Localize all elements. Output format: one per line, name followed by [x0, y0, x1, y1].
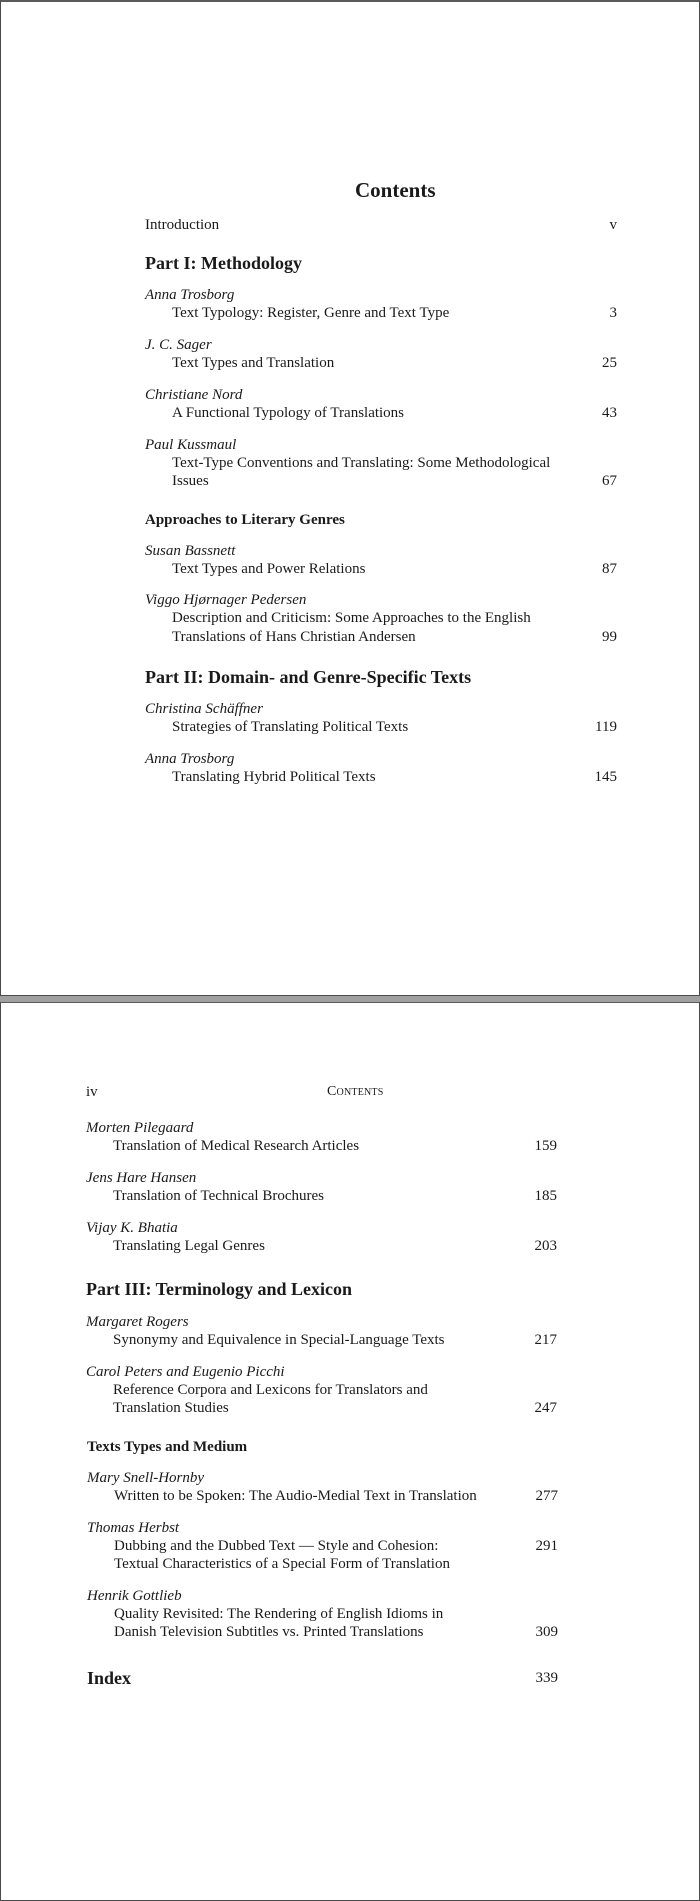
entry-title: Description and Criticism: Some Approaches to the English	[172, 610, 531, 626]
entry-title: A Functional Typology of Translations	[172, 405, 405, 421]
entry-author: Paul Kussmaul	[145, 437, 237, 453]
entry-page: 87	[602, 561, 617, 577]
entry-title: Strategies of Translating Political Texts	[172, 719, 409, 735]
entry-author: Jens Hare Hansen	[86, 1170, 197, 1186]
intro-page: v	[609, 217, 617, 233]
entry-title: Text Types and Power Relations	[172, 561, 366, 577]
entry-author: Carol Peters and Eugenio Picchi	[86, 1364, 285, 1380]
entry-title: Textual Characteristics of a Special Form of Translation	[114, 1556, 450, 1572]
entry-title: Translation of Technical Brochures	[113, 1188, 324, 1204]
entry-page: 247	[534, 1400, 557, 1416]
entry-page: 291	[535, 1538, 558, 1554]
entry-author: Viggo Hjørnager Pedersen	[145, 592, 307, 608]
entry-title: Written to be Spoken: The Audio-Medial Text in Translation	[114, 1488, 477, 1504]
intro-title: Introduction	[145, 217, 220, 233]
entry-title: Danish Television Subtitles vs. Printed Translations	[114, 1624, 424, 1640]
entry-page: 217	[534, 1332, 557, 1348]
entry-title: Translations of Hans Christian Andersen	[172, 629, 416, 645]
part-heading: Part I: Methodology	[145, 253, 302, 273]
entry-title: Text Typology: Register, Genre and Text Type	[172, 305, 450, 321]
entry-title: Dubbing and the Dubbed Text — Style and Cohesion:	[114, 1538, 439, 1554]
entry-title: Issues	[172, 473, 209, 489]
entry-title: Translating Hybrid Political Texts	[172, 769, 376, 785]
entry-author: Vijay K. Bhatia	[86, 1220, 178, 1236]
entry-author: Thomas Herbst	[87, 1520, 180, 1536]
entry-author: Anna Trosborg	[145, 751, 235, 767]
entry-title: Reference Corpora and Lexicons for Translators and	[113, 1382, 428, 1398]
toc-page-2	[0, 1002, 700, 1901]
entry-page: 309	[535, 1624, 558, 1640]
entry-page: 145	[594, 769, 617, 785]
entry-page: 25	[602, 355, 617, 371]
entry-author: Morten Pilegaard	[86, 1120, 194, 1136]
entry-title: Translation of Medical Research Articles	[113, 1138, 360, 1154]
part-heading: Part II: Domain- and Genre-Specific Texts	[145, 667, 472, 687]
entry-page: 159	[534, 1138, 557, 1154]
section-heading: Approaches to Literary Genres	[145, 512, 345, 528]
entry-page: 185	[534, 1188, 557, 1204]
index-page: 339	[535, 1670, 558, 1686]
entry-author: Susan Bassnett	[145, 543, 236, 559]
entry-title: Text-Type Conventions and Translating: Some Methodological	[172, 455, 551, 471]
entry-page: 203	[534, 1238, 557, 1254]
entry-page: 119	[595, 719, 617, 735]
entry-title: Quality Revisited: The Rendering of English Idioms in	[114, 1606, 444, 1622]
entry-page: 3	[609, 305, 617, 321]
entry-author: Christina Schäffner	[145, 701, 263, 717]
entry-author: Anna Trosborg	[145, 287, 235, 303]
entry-title: Translating Legal Genres	[113, 1238, 265, 1254]
page-title: Contents	[355, 178, 436, 202]
entry-author: J. C. Sager	[145, 337, 212, 353]
page-number: iv	[86, 1084, 98, 1100]
running-head: Contents	[327, 1084, 384, 1099]
entry-author: Christiane Nord	[145, 387, 243, 403]
entry-title: Translation Studies	[113, 1400, 229, 1416]
part-heading: Part III: Terminology and Lexicon	[86, 1279, 353, 1299]
entry-title: Synonymy and Equivalence in Special-Language Texts	[113, 1332, 445, 1348]
entry-page: 99	[602, 629, 617, 645]
entry-page: 43	[602, 405, 617, 421]
entry-title: Text Types and Translation	[172, 355, 335, 371]
entry-page: 277	[535, 1488, 558, 1504]
entry-page: 67	[602, 473, 617, 489]
entry-author: Henrik Gottlieb	[87, 1588, 182, 1604]
entry-author: Mary Snell-Hornby	[87, 1470, 205, 1486]
entry-author: Margaret Rogers	[86, 1314, 189, 1330]
index-heading: Index	[87, 1668, 132, 1688]
section-heading: Texts Types and Medium	[87, 1439, 248, 1455]
